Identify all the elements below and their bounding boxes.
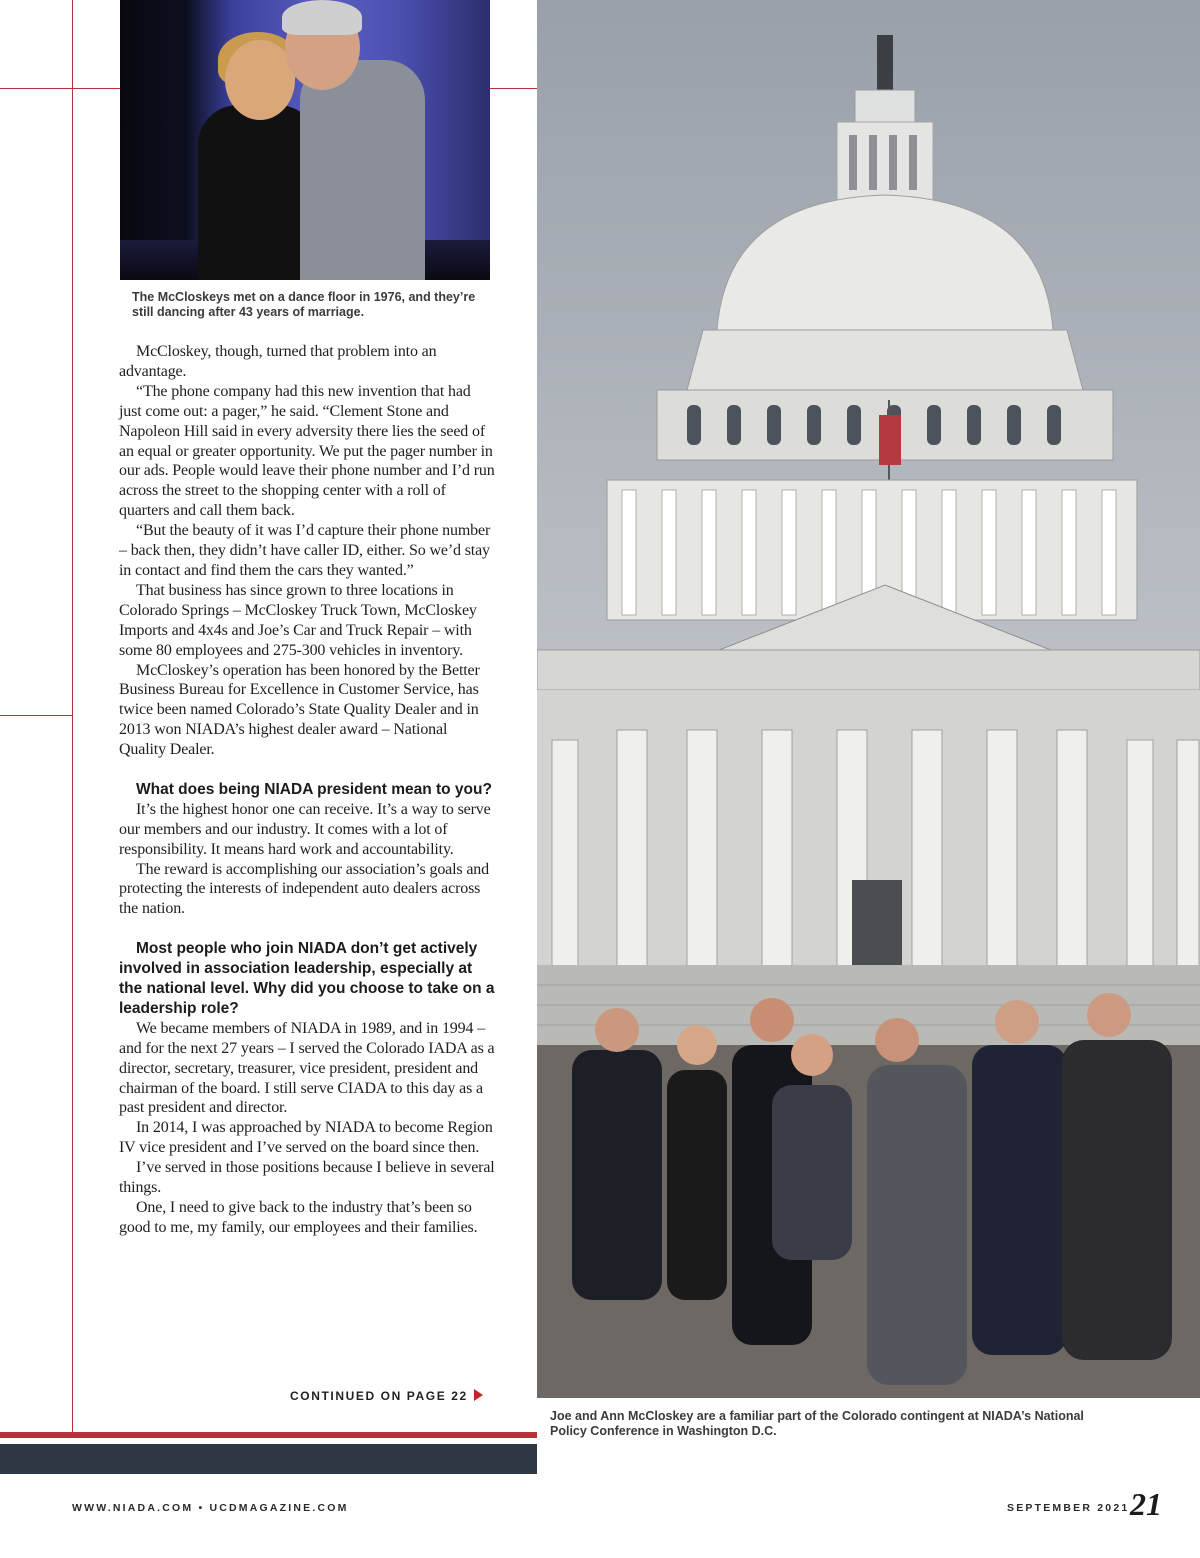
interview-question: Most people who join NIADA don’t get actively involved in association leadership, especially at the national level. Why did you choose to take on a leadership role? [119, 940, 495, 1017]
interview-question: What does being NIADA president mean to you? [136, 780, 492, 798]
paragraph: McCloskey’s operation has been honored by the Better Business Bureau for Excellence in Customer Service, has twice been named Colorado’s State Quality Dealer and in 2013 won NIADA’s highest dealer award – National Quality Dealer. [119, 661, 480, 759]
footer-issue-date: SEPTEMBER 2021 [1007, 1502, 1130, 1514]
paragraph: “The phone company had this new invention that had just come out: a pager,” he said. “Clement Stone and Napoleon Hill said in every adversity there lies the seed of an equal or greater opportunity. We put the pager number in our ads. People would leave their phone number and I’d run across the street to the shopping center with a roll of quarters and call them back. [119, 382, 495, 520]
paragraph: The reward is accomplishing our association’s goals and protecting the interests of independent auto dealers across the nation. [119, 860, 489, 918]
capitol-group-photo [537, 0, 1200, 1398]
paragraph: One, I need to give back to the industry that’s been so good to me, my family, our employees and their families. [119, 1198, 478, 1236]
arrow-right-icon [474, 1389, 483, 1401]
capitol-photo-caption: Joe and Ann McCloskey are a familiar part of the Colorado contingent at NIADA’s National Policy Conference in Washington D.C. [550, 1409, 1084, 1438]
footer-red-bar [0, 1432, 537, 1438]
paragraph: It’s the highest honor one can receive. It’s a way to serve our members and our industry. It comes with a lot of responsibility. It means hard work and accountability. [119, 800, 491, 858]
article-body [119, 342, 495, 1238]
photo-edge-rule [490, 88, 538, 89]
capitol-illustration [537, 0, 1200, 1398]
continued-label: CONTINUED ON PAGE 22 [290, 1389, 468, 1403]
mid-red-rule [0, 715, 72, 716]
paragraph: “But the beauty of it was I’d capture their phone number – back then, they didn’t have caller ID, either. So we’d stay in contact and find them the cars they wanted.” [119, 522, 491, 579]
paragraph: We became members of NIADA in 1989, and in 1994 – and for the next 27 years – I served the Colorado IADA as a director, secretary, treasurer, vice president, president and chairman of the board. I still serve CIADA to this day as a past president and director. [119, 1019, 495, 1117]
left-red-rule [72, 0, 73, 1432]
footer-dark-bar [0, 1444, 537, 1474]
top-red-rule [0, 88, 120, 89]
dance-photo-caption: The McCloskeys met on a dance floor in 1976, and they’re still dancing after 43 years of marriage. [132, 290, 476, 319]
dance-photo [120, 0, 490, 280]
footer-websites[interactable]: WWW.NIADA.COM • UCDMAGAZINE.COM [72, 1502, 349, 1514]
continued-link[interactable] [290, 1389, 483, 1403]
page-number: 21 [1130, 1486, 1162, 1522]
paragraph: In 2014, I was approached by NIADA to become Region IV vice president and I’ve served on the board since then. [119, 1119, 493, 1157]
paragraph: McCloskey, though, turned that problem into an advantage. [119, 343, 437, 380]
paragraph: I’ve served in those positions because I believe in several things. [119, 1159, 495, 1197]
paragraph: That business has since grown to three locations in Colorado Springs – McCloskey Truck Town, McCloskey Imports and 4x4s and Joe’s Car and Truck Repair – with some 80 employees and 275-300 vehicles in inventory. [119, 581, 477, 659]
